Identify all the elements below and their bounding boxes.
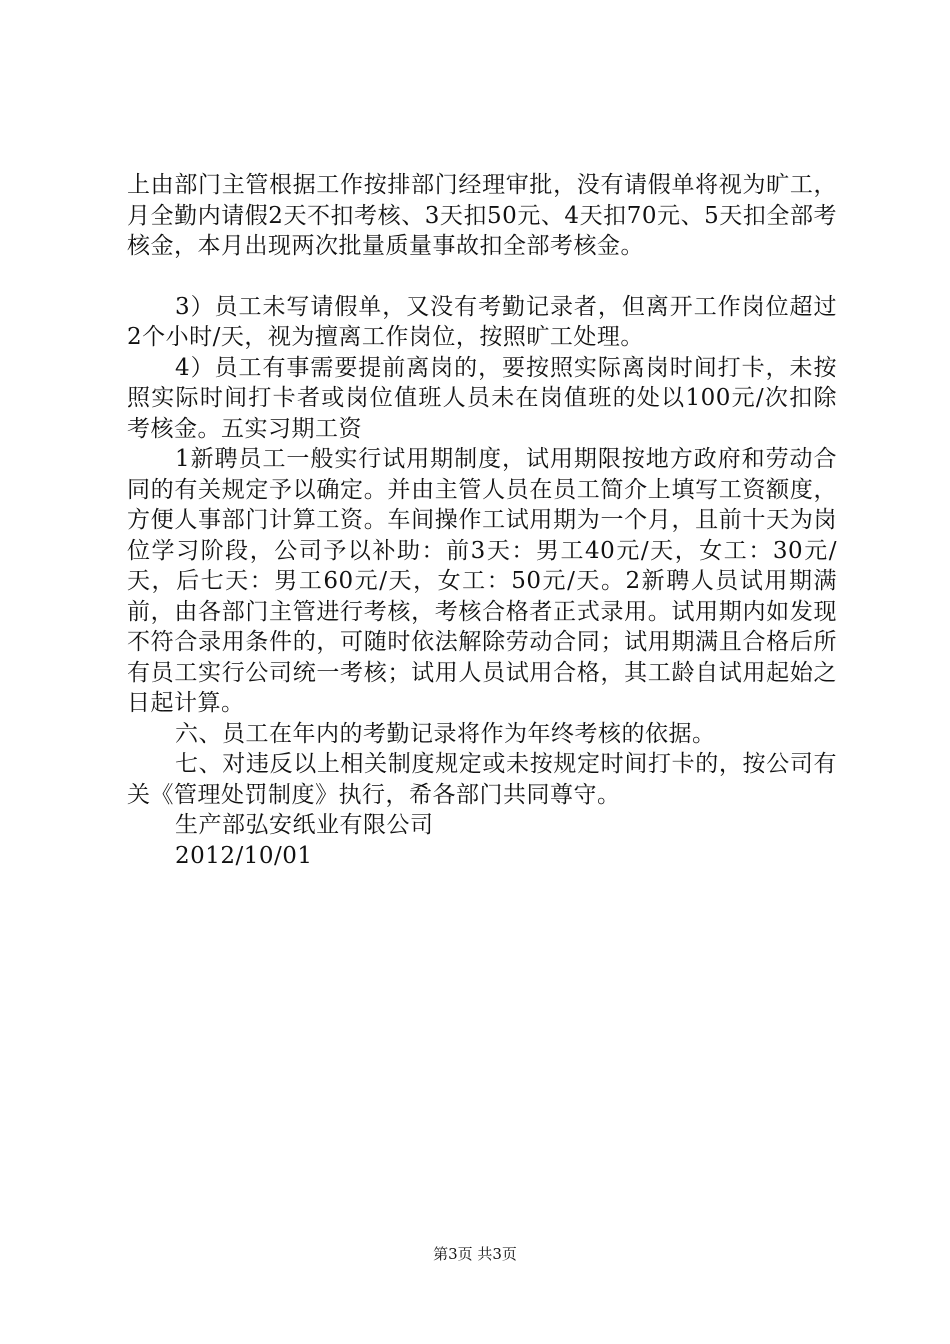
paragraph-leave-approval: 上由部门主管根据工作按排部门经理审批，没有请假单将视为旷工，月全勤内请假2天不扣考核、3天扣50元、4天扣70元、5天扣全部考核金，本月出现两次批量质量事故扣全部考核金。 [127,172,837,259]
paragraph-section-6: 六、员工在年内的考勤记录将作为年终考核的依据。 [175,720,716,747]
page-footer [0,1244,950,1264]
page-number-label: 第3页 共3页 [433,1245,517,1263]
signature-company: 生产部弘安纸业有限公司 [175,812,434,838]
paragraph-section-7: 七、对违反以上相关制度规定或未按规定时间打卡的，按公司有关《管理处罚制度》执行，希各部门共同尊守。 [127,751,837,808]
signature-date: 2012/10/01 [175,842,313,869]
paragraph-probation-wages: 1新聘员工一般实行试用期制度，试用期限按地方政府和劳动合同的有关规定予以确定。并由主管人员在员工简介上填写工资额度，方便人事部门计算工资。车间操作工试用期为一个月，且前十天为岗位学习阶段，公司予以补助：前3天：男工40元/天，女工：30元/天，后七天：男工60元/天，女工：50元/天。2新聘人员试用期满前，由各部门主管进行考核，考核合格者正式录用。试用期内如发现不符合录用条件的，可随时依法解除劳动合同；试用期满且合格后所有员工实行公司统一考核；试用人员试用合格，其工龄自试用起始之日起计算。 [127,446,837,716]
paragraph-rule-4: 4）员工有事需要提前离岗的，要按照实际离岗时间打卡，未按照实际时间打卡者或岗位值班人员未在岗值班的处以100元/次扣除考核金。五实习期工资 [127,354,837,442]
document-body [127,170,837,871]
paragraph-rule-3: 3）员工未写请假单，又没有考勤记录者，但离开工作岗位超过2个小时/天，视为擅离工作岗位，按照旷工处理。 [127,293,837,350]
